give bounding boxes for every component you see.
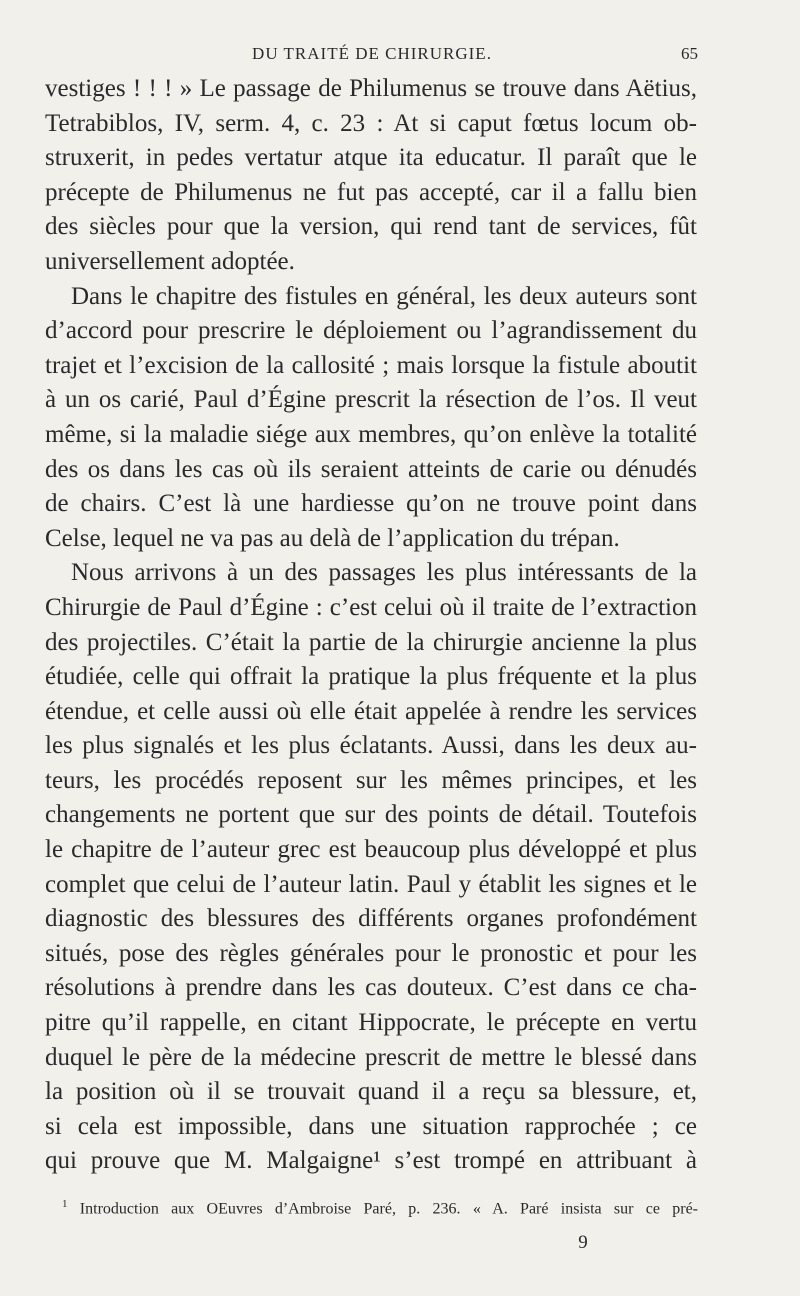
text-line: Celse, lequel ne va pas au delà de l’application du trépan. (45, 524, 620, 552)
footnote-text: Introduction aux OEuvres d’Ambroise Paré, p. 236. « A. Paré insista sur ce pré- (79, 1200, 699, 1218)
footnote-marker: 1 (62, 1198, 68, 1210)
text-line: universellement adoptée. (45, 247, 295, 275)
text-line: pitre qu’il rappelle, en citant Hippocrate, le précepte en vertu (45, 1009, 697, 1037)
signature-mark (0, 1232, 800, 1254)
text-line: complet que celui de l’auteur latin. Paul y établit les signes et le (45, 870, 697, 898)
footnote (62, 1198, 698, 1218)
text-line: étudiée, celle qui offrait la pratique la plus fréquente et la plus (45, 663, 697, 691)
text-line: diagnostic des blessures des différents organes profondément (45, 905, 697, 933)
text-line: résolutions à prendre dans les cas douteux. C’est dans ce cha- (45, 974, 697, 1002)
running-head: DU TRAITÉ DE CHIRURGIE. (252, 44, 492, 63)
text-line: duquel le père de la médecine prescrit de mettre le blessé dans (45, 1043, 697, 1071)
body-text (45, 72, 697, 1179)
text-line: trajet et l’excision de la callosité ; mais lorsque la fistule aboutit (45, 351, 697, 379)
page-number: 65 (681, 44, 698, 63)
text-line: Nous arrivons à un des passages les plus intéressants de la (71, 559, 697, 587)
text-line: des siècles pour que la version, qui rend tant de services, fût (45, 213, 697, 241)
text-line: des projectiles. C’était la partie de la chirurgie ancienne la plus (45, 628, 697, 656)
text-line: Dans le chapitre des fistules en général, les deux auteurs sont (71, 282, 697, 310)
text-line: d’accord pour prescrire le déploiement ou l’agrandissement du (45, 317, 697, 345)
text-line: teurs, les procédés reposent sur les mêmes principes, et les (45, 766, 697, 794)
text-line: étendue, et celle aussi où elle était appelée à rendre les services (45, 697, 697, 725)
text-line: de chairs. C’est là une hardiesse qu’on ne trouve point dans (45, 490, 697, 518)
text-line: changements ne portent que sur des points de détail. Toutefois (45, 801, 697, 829)
text-line: situés, pose des règles générales pour le pronostic et pour les (45, 939, 697, 967)
text-line: des os dans les cas où ils seraient atteints de carie ou dénudés (45, 455, 697, 483)
text-line: même, si la maladie siége aux membres, qu’on enlève la totalité (45, 420, 697, 448)
text-line: le chapitre de l’auteur grec est beaucoup plus développé et plus (45, 836, 697, 864)
text-line: Chirurgie de Paul d’Égine : c’est celui où il traite de l’extraction (45, 593, 697, 621)
text-line: Tetrabiblos, IV, serm. 4, c. 23 : At si caput fœtus locum ob- (45, 109, 697, 137)
text-line: précepte de Philumenus ne fut pas accepté, car il a fallu bien (45, 178, 697, 206)
text-line: si cela est impossible, dans une situation rapprochée ; ce (45, 1112, 697, 1140)
text-line: à un os carié, Paul d’Égine prescrit la résection de l’os. Il veut (45, 386, 697, 414)
text-line: qui prouve que M. Malgaigne¹ s’est trompé en attribuant à (45, 1147, 697, 1175)
text-line: struxerit, in pedes vertatur atque ita educatur. Il paraît que le (45, 144, 697, 172)
text-line: vestiges ! ! ! » Le passage de Philumenus se trouve dans Aëtius, (45, 75, 697, 102)
signature-number: 9 (578, 1232, 588, 1253)
text-line: les plus signalés et les plus éclatants. Aussi, dans les deux au- (45, 732, 697, 760)
text-line: la position où il se trouvait quand il a reçu sa blessure, et, (45, 1078, 697, 1106)
